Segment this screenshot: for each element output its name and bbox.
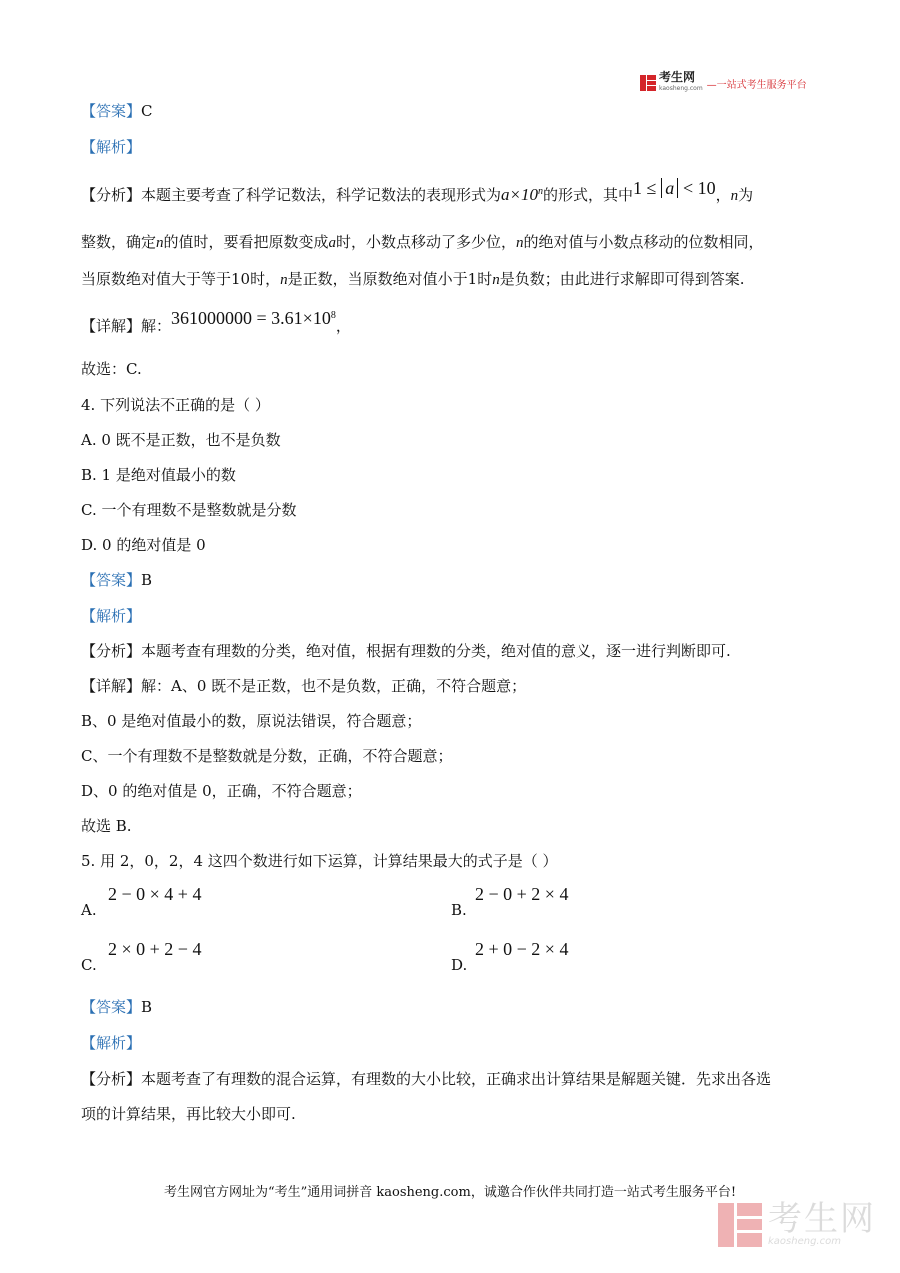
q4-option-a: A. 0 既不是正数，也不是负数 <box>81 431 281 449</box>
q5-answer: 【答案】B <box>81 998 153 1016</box>
q4-option-d: D. 0 的绝对值是 0 <box>81 536 206 554</box>
q5-fenxi-line1: 【分析】本题考查了有理数的混合运算，有理数的大小比较，正确求出计算结果是解题关键．先求出各选 <box>81 1070 772 1088</box>
logo-slogan: —一站式考生服务平台 <box>706 79 807 91</box>
q4-detail-c: C、一个有理数不是整数就是分数，正确，不符合题意； <box>81 747 453 765</box>
q5-option-b-expr: 2 − 0 + 2 × 4 <box>475 884 569 904</box>
header-logo <box>640 72 807 94</box>
q5-option-d-expr: 2 + 0 − 2 × 4 <box>475 939 569 959</box>
q5-option-c-label: C. <box>81 956 97 974</box>
q3-choose: 故选：C. <box>81 360 142 378</box>
q3-analysis-tag: 【解析】 <box>81 138 142 156</box>
q5-option-a-expr: 2 − 0 × 4 + 4 <box>108 884 202 904</box>
q4-detail-b: B、0 是绝对值最小的数，原说法错误，符合题意； <box>81 712 422 730</box>
q4-detail-a: 【详解】解：A、0 既不是正数，也不是负数，正确，不符合题意； <box>81 677 527 695</box>
q3-fenxi-line3: 当原数绝对值大于等于10时，n是正数，当原数绝对值小于1时n是负数；由此进行求解即可得到答案. <box>81 270 745 288</box>
q5-option-c-expr: 2 × 0 + 2 − 4 <box>108 939 202 959</box>
q4-answer: 【答案】B <box>81 571 153 589</box>
q5-stem: 5. 用 2，0，2，4 这四个数进行如下运算，计算结果最大的式子是（ ） <box>81 852 558 870</box>
q3-fenxi-line1: 【分析】本题主要考查了科学记数法，科学记数法的表现形式为$a\times 10^n$的形式，其中1 ≤ a < 10，n为 <box>81 178 754 204</box>
q4-fenxi: 【分析】本题考查有理数的分类，绝对值，根据有理数的分类，绝对值的意义，逐一进行判断即可. <box>81 642 731 660</box>
q5-option-b-label: B. <box>451 901 467 919</box>
q5-option-d-label: D. <box>451 956 468 974</box>
q4-option-c: C. 一个有理数不是整数就是分数 <box>81 501 297 519</box>
q4-choose: 故选 B. <box>81 817 132 835</box>
watermark-text: 考生网 kaosheng.com <box>768 1199 876 1247</box>
q5-option-a-label: A. <box>81 901 97 919</box>
logo-mark-icon <box>640 75 656 91</box>
page-footer: 考生网官方网址为“考生”通用词拼音 kaosheng.com，诚邀合作伙伴共同打造一站式考生服务平台! <box>163 1185 737 1200</box>
logo-brand: 考生网 kaosheng.com <box>659 70 703 92</box>
q3-detail: 【详解】解：$361000000 = 3.61\times 10^8$， <box>81 308 351 335</box>
watermark-mark-icon <box>718 1203 762 1247</box>
watermark <box>718 1199 876 1248</box>
q5-analysis-tag: 【解析】 <box>81 1034 142 1052</box>
q3-fenxi-line2: 整数，确定n的值时，要看把原数变成a时，小数点移动了多少位，n的绝对值与小数点移动的位数相同， <box>81 233 764 251</box>
q3-answer: 【答案】C <box>81 102 153 120</box>
q5-fenxi-line2: 项的计算结果，再比较大小即可. <box>81 1105 296 1123</box>
q4-detail-d: D、0 的绝对值是 0，正确，不符合题意； <box>81 782 362 800</box>
q4-stem: 4. 下列说法不正确的是（ ） <box>81 396 270 414</box>
q4-option-b: B. 1 是绝对值最小的数 <box>81 466 236 484</box>
q4-analysis-tag: 【解析】 <box>81 607 142 625</box>
